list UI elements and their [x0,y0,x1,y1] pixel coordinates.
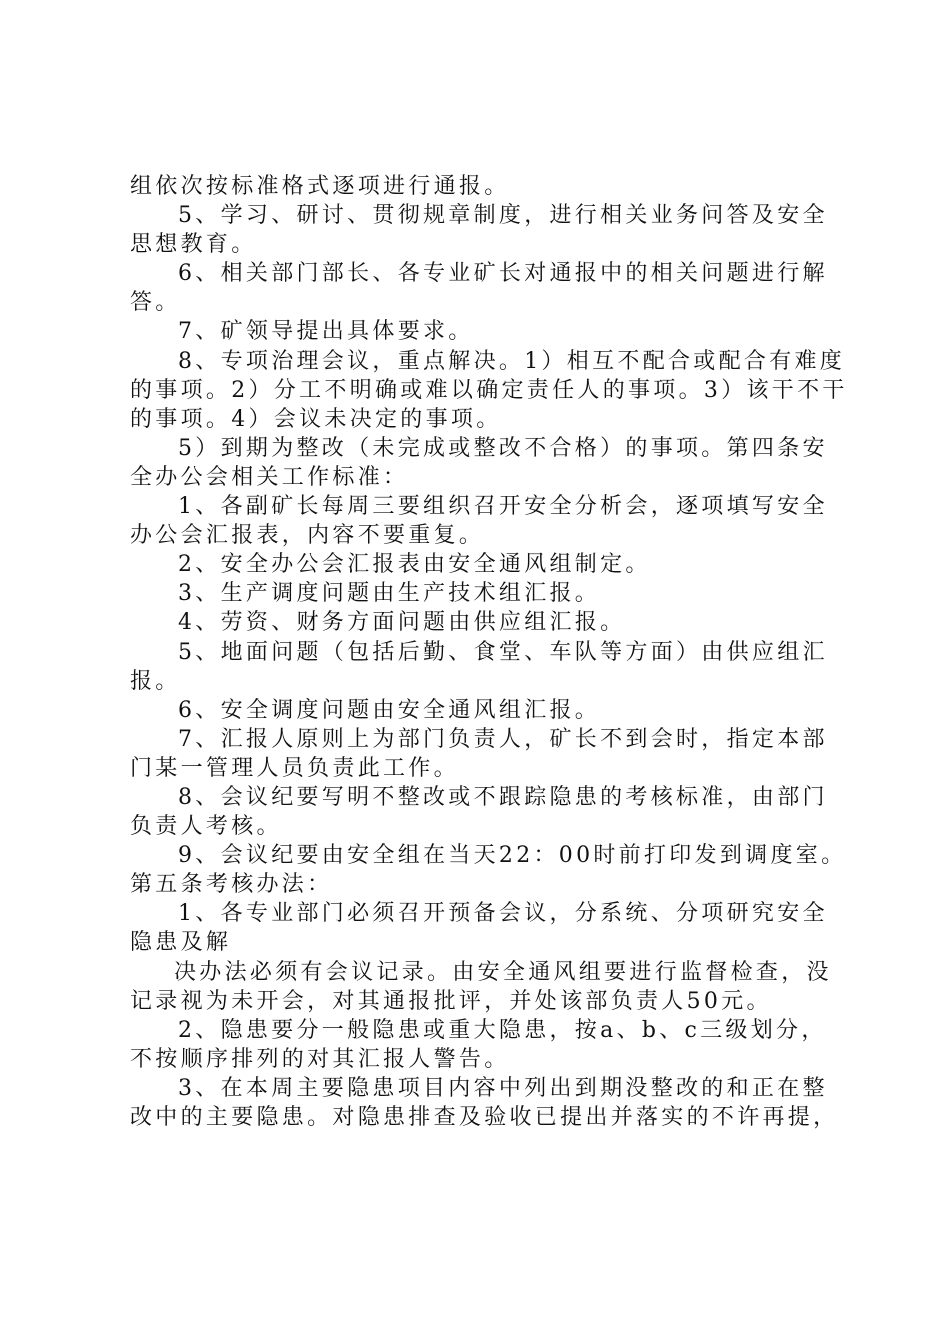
paragraph-14: 8、会议纪要写明不整改或不跟踪隐患的考核标准，由部门负责人考核。 [130,784,828,840]
paragraph-18: 2、隐患要分一般隐患或重大隐患，按a、b、c三级划分，不按顺序排列的对其汇报人警告。 [130,1017,827,1072]
document-body [130,172,850,1132]
paragraph-1: 组依次按标准格式逐项进行通报。 [130,174,510,199]
paragraph-6: 5）到期为整改（未完成或整改不合格）的事项。第四条安全办公会相关工作标准： [130,435,828,490]
paragraph-3: 6、相关部门部长、各专业矿长对通报中的相关问题进行解答。 [130,261,828,316]
paragraph-19: 3、在本周主要隐患项目内容中列出到期没整改的和正在整改中的主要隐患。对隐患排查及验收已提出并落实的不许再提， [130,1075,839,1130]
paragraph-7: 1、各副矿长每周三要组织召开安全分析会，逐项填写安全办公会汇报表，内容不要重复。 [130,494,828,549]
paragraph-15: 9、会议纪要由安全组在当天22：00时前打印发到调度室。第五条考核办法： [130,843,847,898]
paragraph-5: 8、专项治理会议，重点解决。1）相互不配合或配合有难度的事项。2）分工不明确或难以确定责任人的事项。3）该干不干的事项。4）会议未决定的事项。 [130,348,848,432]
paragraph-4: 7、矿领导提出具体要求。 [178,319,474,345]
paragraph-17: 决办法必须有会议记录。由安全通风组要进行监督检查，没记录视为未开会，对其通报批评，并处该部负责人50元。 [130,959,832,1014]
paragraph-8: 2、安全办公会汇报表由安全通风组制定。 [178,552,651,578]
paragraph-11: 5、地面问题（包括后勤、食堂、车队等方面）由供应组汇报。 [130,639,828,694]
paragraph-9: 3、生产调度问题由生产技术组汇报。 [178,581,601,607]
paragraph-13: 7、汇报人原则上为部门负责人，矿长不到会时，指定本部门某一管理人员负责此工作。 [130,726,828,781]
paragraph-10: 4、劳资、财务方面问题由供应组汇报。 [178,610,626,636]
paragraph-16: 1、各专业部门必须召开预备会议，分系统、分项研究安全隐患及解 [130,901,828,956]
paragraph-2: 5、学习、研讨、贯彻规章制度，进行相关业务问答及安全思想教育。 [130,203,828,258]
paragraph-12: 6、安全调度问题由安全通风组汇报。 [178,697,601,723]
